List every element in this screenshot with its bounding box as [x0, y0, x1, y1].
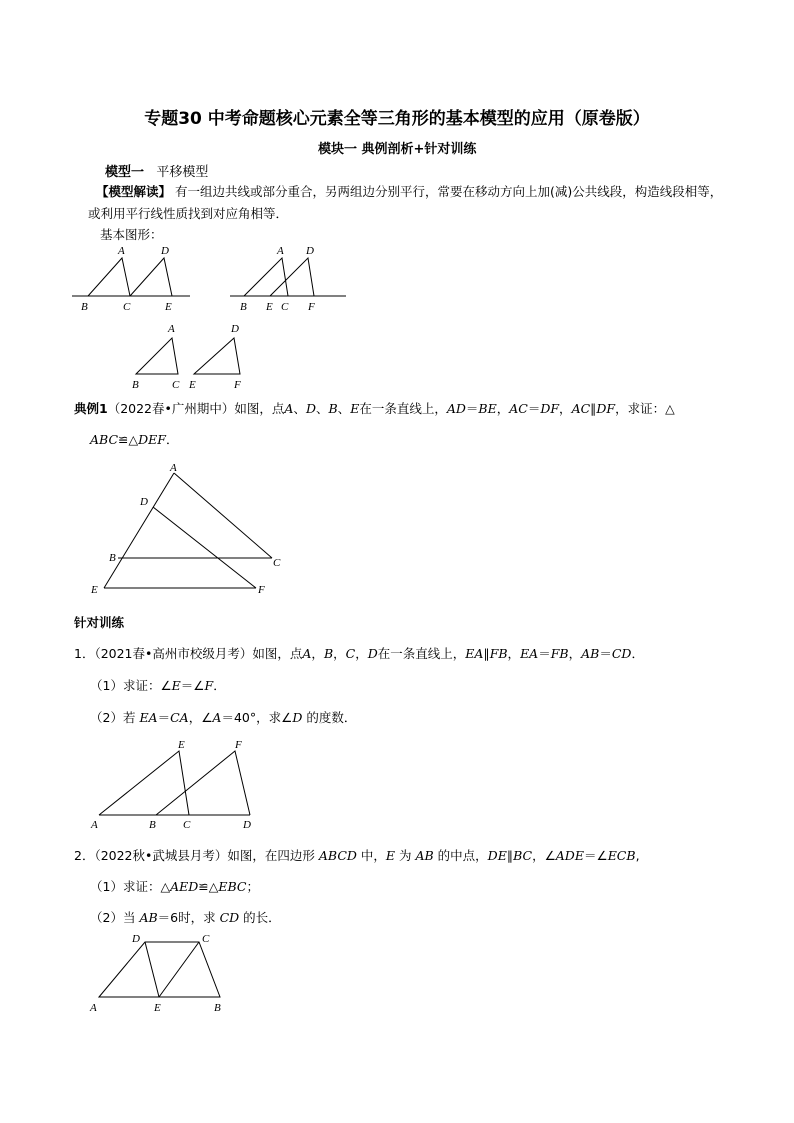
fig2-label-a: A [277, 245, 284, 257]
example-1-line-2: ABC≌△DEF． [90, 432, 179, 447]
question-1-part-1: （1）求证：∠E＝∠F． [90, 678, 226, 693]
fig5-label-b: B [149, 819, 156, 831]
fig2-label-c: C [281, 301, 289, 313]
fig6-label-a: A [90, 1002, 97, 1014]
fig3-label-d: D [231, 323, 239, 335]
fig3-label-b: B [132, 379, 139, 391]
fig4-label-b: B [109, 552, 116, 564]
fig2-label-f: F [308, 301, 315, 313]
fig1-label-a: A [118, 245, 125, 257]
fig2-label-d: D [306, 245, 314, 257]
question-1-stem: 1．（2021春•高州市校级月考）如图，点A，B，C，D在一条直线上，EA∥FB，EA＝FB，AB＝CD． [74, 646, 644, 661]
fig1-label-c: C [123, 301, 131, 313]
fig3-label-c: C [172, 379, 180, 391]
fig4-label-a: A [170, 462, 177, 474]
fig5-label-e: E [178, 739, 185, 751]
fig3-label-e: E [189, 379, 196, 391]
fig6-label-b: B [214, 1002, 221, 1014]
explain-tag: 【模型解读】 [95, 184, 171, 199]
fig2-label-b: B [240, 301, 247, 313]
module-heading: 模块一 典例剖析+针对训练 [318, 142, 477, 157]
page-title: 专题30 中考命题核心元素全等三角形的基本模型的应用（原卷版） [144, 109, 650, 129]
fig5-label-d: D [243, 819, 251, 831]
fig1-label-e: E [165, 301, 172, 313]
fig4-label-d: D [140, 496, 148, 508]
fig5-label-a: A [91, 819, 98, 831]
fig4-label-f: F [258, 584, 265, 596]
explain-text: 有一组边共线或部分重合，另两组边分别平行，常要在移动方向上加(减)公共线段，构造线段相等，或利用平行线性质找到对应角相等． [88, 184, 723, 221]
fig3-label-a: A [168, 323, 175, 335]
question-1-part-2: （2）若 EA＝CA，∠A＝40°，求∠D 的度数． [90, 710, 357, 725]
fig4-label-c: C [273, 557, 281, 569]
training-heading: 针对训练 [74, 615, 125, 630]
basic-figures-label: 基本图形： [100, 227, 163, 242]
fig1-label-d: D [161, 245, 169, 257]
fig6-label-c: C [202, 933, 210, 945]
model-name: 模型一 [105, 165, 145, 180]
question-2-part-1: （1）求证：△AED≌△EBC； [90, 879, 259, 894]
question-2-part-2: （2）当 AB＝6时，求 CD 的长． [90, 910, 281, 925]
fig2-label-e: E [266, 301, 273, 313]
fig1-label-b: B [81, 301, 88, 313]
model-label: 平移模型 [156, 165, 209, 180]
example-1-line-1: 典例1（2022春•广州期中）如图，点A、D、B、E在一条直线上，AD＝BE，AC＝DF，AC∥DF，求证：△ [74, 401, 675, 416]
fig5-label-c: C [183, 819, 191, 831]
fig4-label-e: E [91, 584, 98, 596]
fig6-label-d: D [132, 933, 140, 945]
fig6-label-e: E [154, 1002, 161, 1014]
fig5-label-f: F [235, 739, 242, 751]
fig3-label-f: F [234, 379, 241, 391]
question-2-stem: 2．（2022秋•武城县月考）如图，在四边形 ABCD 中，E 为 AB 的中点，DE∥BC，∠ADE＝∠ECB, [74, 848, 640, 863]
example-label: 典例1 [74, 401, 108, 416]
